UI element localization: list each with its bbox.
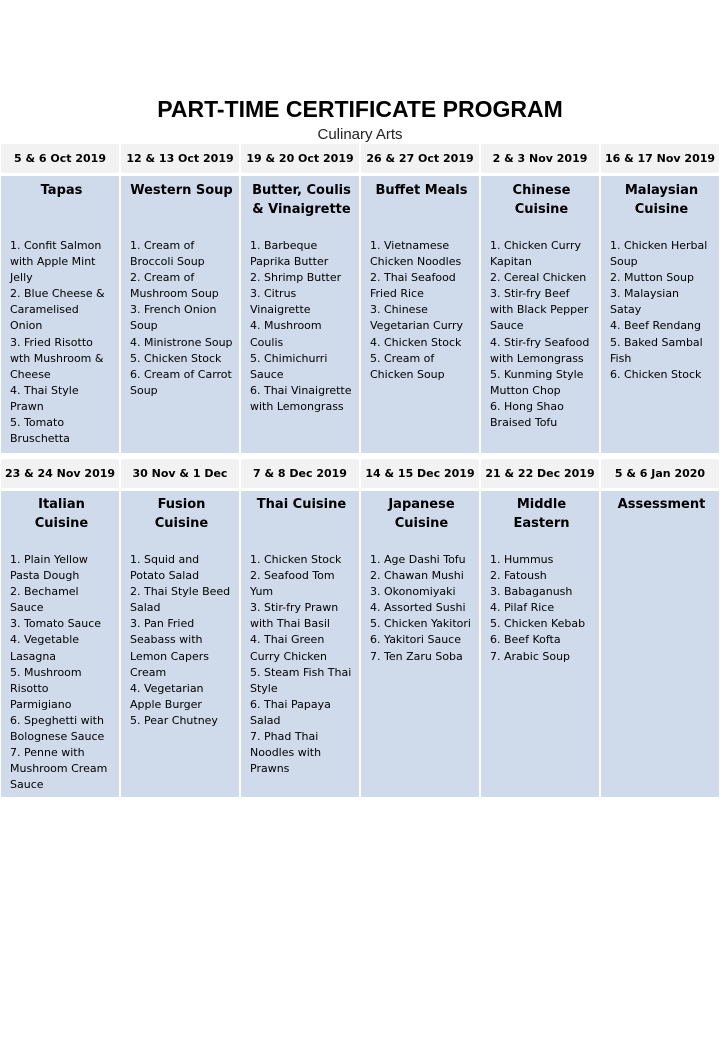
module-date: 2 & 3 Nov 2019 [481, 144, 599, 173]
dish-item: 3. French Onion Soup [130, 303, 217, 333]
dish-list [10, 238, 113, 447]
dish-item: 1. Chicken Stock [250, 553, 342, 566]
dish-item: 5. Chimichurri Sauce [250, 351, 328, 381]
dish-item: 5. Chicken Yakitori [370, 617, 471, 631]
dish-item: 6. Cream of Carrot Soup [130, 367, 232, 397]
dish-item: 4. Vegetable Lasagna [10, 633, 80, 663]
dish-list [130, 552, 233, 729]
dish-item: 6. Thai Papaya Salad [250, 697, 331, 727]
dish-item: 4. Beef Rendang [610, 319, 702, 333]
module-date: 7 & 8 Dec 2019 [241, 459, 359, 488]
dish-list [610, 238, 713, 383]
dish-item: 6. Chicken Stock [610, 367, 702, 381]
module-title: Western Soup [130, 183, 233, 198]
dish-item: 3. Okonomiyaki [370, 585, 456, 599]
dish-item: 5. Pear Chutney [130, 713, 218, 727]
dish-item: 2. Thai Style Beed Salad [130, 585, 231, 615]
dish-item: 2. Chawan Mushi [370, 569, 464, 583]
dish-item: 1. Confit Salmon with Apple Mint Jelly [10, 239, 102, 285]
dish-item: 1. Vietnamese Chicken Noodles [370, 239, 462, 269]
module-title: Italian Cuisine [34, 497, 89, 531]
dish-item: 1. Barbeque Paprika Butter [250, 239, 329, 269]
module-date: 21 & 22 Dec 2019 [481, 459, 599, 488]
module-cell [361, 491, 479, 797]
module-title: Chinese Cuisine [512, 183, 571, 217]
dish-item: 6. Beef Kofta [490, 633, 561, 647]
dish-item: 2. Mutton Soup [610, 271, 694, 285]
dish-item: 5. Baked Sambal Fish [610, 335, 703, 365]
dish-item: 2. Bechamel Sauce [10, 585, 79, 615]
module-cell [241, 491, 359, 797]
dish-item: 6. Hong Shao Braised Tofu [490, 399, 564, 430]
dish-item: 7. Phad Thai Noodles with Prawns [250, 730, 322, 776]
dish-item: 2. Thai Seafood Fried Rice [370, 271, 456, 301]
dish-item: 1. Cream of Broccoli Soup [130, 239, 205, 269]
dish-item: 4. Vegetarian Apple Burger [130, 681, 204, 711]
dish-item: 3. Pan Fried Seabass with Lemon Capers Cream [130, 617, 210, 679]
dish-item: 2. Cream of Mushroom Soup [130, 271, 219, 301]
dish-item: 1. Squid and Potato Salad [130, 553, 200, 583]
dish-list [370, 238, 473, 383]
dish-item: 2. Blue Cheese & Caramelised Onion [10, 287, 105, 333]
dish-item: 4. Mushroom Coulis [250, 319, 322, 349]
dish-item: 1. Chicken Herbal Soup [610, 239, 708, 269]
module-title: Malaysian Cuisine [624, 183, 699, 217]
module-cell [1, 491, 119, 797]
dish-list [250, 552, 353, 777]
dish-item: 2. Seafood Tom Yum [250, 569, 335, 599]
dish-item: 4. Thai Green Curry Chicken [250, 633, 327, 663]
dish-item: 1. Hummus [490, 553, 554, 566]
dish-item: 7. Ten Zaru Soba [370, 649, 463, 663]
dish-item: 3. Stir-fry Prawn with Thai Basil [250, 601, 339, 631]
dish-item: 5. Tomato Bruschetta [10, 416, 70, 446]
module-title: Butter, Coulis & Vinaigrette [252, 183, 351, 217]
dish-item: 3. Stir-fry Beef with Black Pepper Sauce [490, 287, 589, 333]
dish-item: 3. Tomato Sauce [10, 617, 102, 631]
dish-item: 1. Age Dashi Tofu [370, 553, 466, 566]
dish-item: 5. Kunming Style Mutton Chop [490, 367, 584, 397]
module-title: Middle Eastern [513, 497, 570, 531]
module-cell [361, 176, 479, 453]
module-date: 12 & 13 Oct 2019 [121, 144, 239, 173]
dish-item: 5. Mushroom Risotto Parmigiano [10, 665, 82, 711]
dish-item: 6. Thai Vinaigrette with Lemongrass [250, 383, 352, 413]
dish-list [490, 238, 593, 431]
dish-item: 4. Chicken Stock [370, 335, 462, 349]
dish-item: 3. Malaysian Satay [610, 287, 680, 317]
dish-item: 3. Fried Risotto wth Mushroom & Cheese [10, 335, 104, 381]
dish-item: 1. Plain Yellow Pasta Dough [10, 553, 88, 583]
module-title: Tapas [40, 183, 83, 198]
module-title: Buffet Meals [375, 183, 468, 198]
dish-item: 4. Stir-fry Seafood with Lemongrass [490, 335, 590, 365]
dish-item: 3. Chinese Vegetarian Curry [370, 303, 464, 333]
module-date: 5 & 6 Jan 2020 [601, 459, 719, 488]
dish-item: 5. Chicken Stock [130, 351, 222, 365]
module-title: Fusion Cuisine [154, 497, 209, 531]
dish-item: 2. Fatoush [490, 569, 547, 583]
dish-list [490, 552, 593, 665]
dish-item: 7. Penne with Mushroom Cream Sauce [10, 746, 108, 792]
dish-item: 7. Arabic Soup [490, 649, 571, 663]
dish-item: 4. Pilaf Rice [490, 601, 555, 615]
module-cell [241, 176, 359, 453]
dish-item: 4. Assorted Sushi [370, 601, 466, 615]
module-cell [121, 491, 239, 797]
module-cell [601, 491, 719, 797]
dish-item: 3. Babaganush [490, 585, 573, 599]
dish-list [130, 238, 233, 399]
dish-list [10, 552, 113, 793]
schedule-row-2 [1, 459, 719, 797]
module-cell [1, 176, 119, 453]
page-title: PART-TIME CERTIFICATE PROGRAM [157, 96, 563, 122]
dish-item: 5. Chicken Kebab [490, 617, 586, 631]
module-date: 19 & 20 Oct 2019 [241, 144, 359, 173]
schedule-row-1 [1, 144, 719, 453]
module-title: Assessment [617, 497, 706, 512]
module-cell [481, 176, 599, 453]
dish-item: 6. Yakitori Sauce [370, 633, 461, 647]
module-title: Japanese Cuisine [388, 497, 455, 531]
page-subtitle: Culinary Arts [317, 126, 403, 143]
module-date: 14 & 15 Dec 2019 [361, 459, 479, 488]
dish-item: 5. Steam Fish Thai Style [250, 665, 352, 695]
module-date: 5 & 6 Oct 2019 [1, 144, 119, 173]
dish-item: 1. Chicken Curry Kapitan [490, 239, 581, 269]
dish-item: 4. Thai Style Prawn [10, 383, 79, 413]
dish-item: 2. Shrimp Butter [250, 271, 342, 285]
module-date: 16 & 17 Nov 2019 [601, 144, 719, 173]
module-title: Thai Cuisine [256, 497, 347, 512]
dish-list [250, 238, 353, 415]
module-cell [121, 176, 239, 453]
module-date: 30 Nov & 1 Dec [121, 459, 239, 488]
dish-item: 3. Citrus Vinaigrette [250, 287, 311, 317]
dish-item: 2. Cereal Chicken [490, 271, 587, 285]
dish-item: 5. Cream of Chicken Soup [370, 351, 445, 381]
dish-item: 6. Speghetti with Bolognese Sauce [10, 713, 105, 744]
dish-item: 4. Ministrone Soup [130, 335, 233, 349]
module-date: 26 & 27 Oct 2019 [361, 144, 479, 173]
module-date: 23 & 24 Nov 2019 [1, 459, 119, 488]
module-cell [481, 491, 599, 797]
dish-list [370, 552, 473, 665]
module-cell [601, 176, 719, 453]
